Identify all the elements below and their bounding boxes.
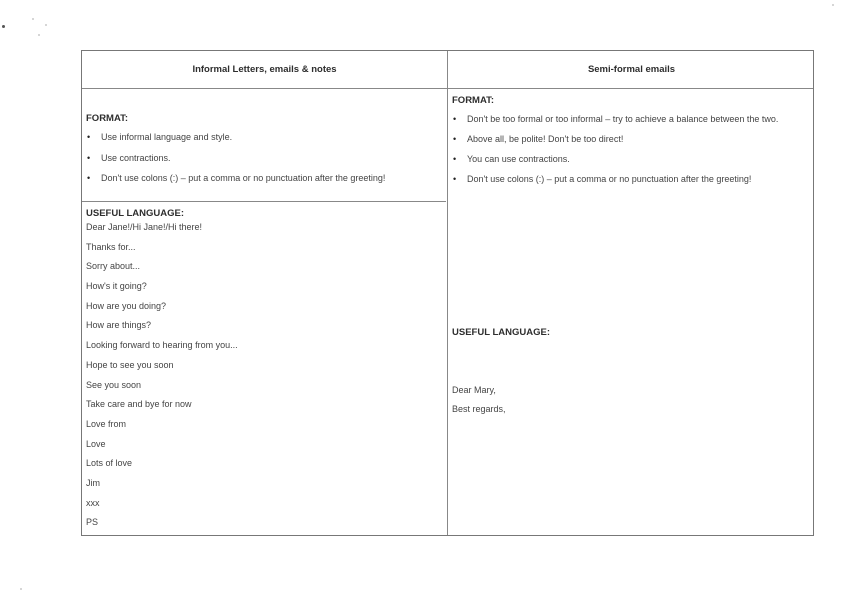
column-divider <box>447 51 448 535</box>
left-format-heading: FORMAT: <box>86 113 129 124</box>
phrase-item: Take care and bye for now <box>86 399 192 410</box>
phrase-item: Looking forward to hearing from you... <box>86 340 238 351</box>
right-format-list <box>450 113 805 193</box>
section-divider <box>82 201 446 202</box>
phrase-item: Sorry about... <box>86 261 141 272</box>
phrase-item: How are you doing? <box>86 300 167 311</box>
right-format-heading: FORMAT: <box>452 95 495 106</box>
phrase-item: Hope to see you soon <box>86 359 174 370</box>
list-item: • You can use contractions. <box>450 153 805 165</box>
phrase-item: How are things? <box>86 320 152 331</box>
scan-speck <box>20 588 22 590</box>
list-item: • Above all, be polite! Don't be too direct! <box>450 133 805 145</box>
comparison-table <box>81 50 814 536</box>
right-language-heading: USEFUL LANGUAGE: <box>452 327 550 338</box>
list-item: • Don't use colons (:) – put a comma or no punctuation after the greeting! <box>450 173 805 185</box>
phrase-item: Lots of love <box>86 458 133 469</box>
scan-speck <box>832 4 834 6</box>
header-divider <box>82 88 813 89</box>
phrase-item: PS <box>86 517 99 528</box>
right-phrase-item: Best regards, <box>452 404 506 414</box>
phrase-item: Love from <box>86 418 127 429</box>
right-column-header: Semi-formal emails <box>587 64 676 75</box>
phrase-item: Love <box>86 438 106 449</box>
left-language-heading: USEFUL LANGUAGE: <box>86 208 184 219</box>
phrase-item: Jim <box>86 477 100 488</box>
phrase-item: See you soon <box>86 379 142 390</box>
left-phrase-list <box>86 222 238 537</box>
scan-speck <box>45 24 47 26</box>
list-item: • Don't be too formal or too informal – try to achieve a balance between the two. <box>450 113 805 125</box>
scan-speck <box>2 25 5 28</box>
phrase-item: xxx <box>86 497 100 508</box>
list-item: • Use contractions. <box>84 152 444 164</box>
list-item: • Use informal language and style. <box>84 131 444 143</box>
scan-speck <box>38 34 40 36</box>
left-column-header: Informal Letters, emails & notes <box>192 64 337 75</box>
right-phrase-item: Dear Mary, <box>452 385 496 395</box>
left-format-list <box>84 131 444 193</box>
scan-speck <box>32 18 34 20</box>
phrase-item: How's it going? <box>86 281 147 292</box>
phrase-item: Dear Jane!/Hi Jane!/Hi there! <box>86 222 203 232</box>
list-item: • Don't use colons (:) – put a comma or no punctuation after the greeting! <box>84 172 444 184</box>
phrase-item: Thanks for... <box>86 241 136 252</box>
